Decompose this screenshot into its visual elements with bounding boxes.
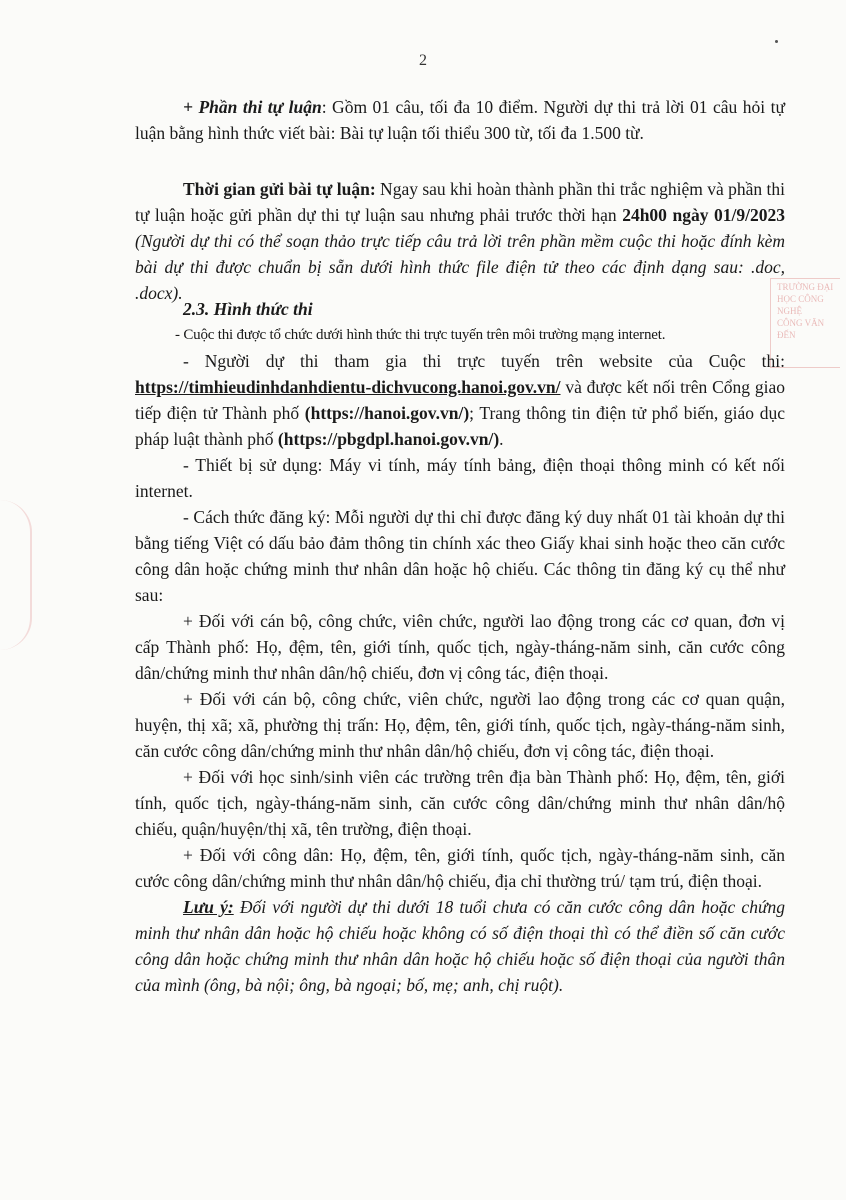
website-text-2: và được kết nối trên Cổng giao tiếp điện tử Thành phố xyxy=(135,377,785,423)
submission-time-lead: Thời gian gửi bài tự luận: xyxy=(183,179,376,199)
paragraph-website xyxy=(135,348,785,452)
scan-speck xyxy=(775,40,778,43)
essay-part-text: : Gồm 01 câu, tối đa 10 điểm. Người dự thi trả lời 01 câu hỏi tự luận bằng hình thức viết bài: Bài tự luận tối thiểu 300 từ, tối đa 1.500 từ. xyxy=(135,97,785,143)
submission-time-text: Ngay sau khi hoàn thành phần thi trắc nghiệm và phần thi tự luận hoặc gửi phần dự thi tự luận sau nhưng phải trước thời hạn xyxy=(135,179,785,225)
contest-website-link[interactable]: https://timhieudinhdanhdientu-dichvucong.hanoi.gov.vn/ xyxy=(135,377,561,397)
paragraph-district-officials: + Đối với cán bộ, công chức, viên chức, người lao động trong các cơ quan quận, huyện, thị xã; xã, phường thị trấn: Họ, đệm, tên, giới tính, quốc tịch, ngày-tháng-năm sinh, căn cước công dân/chứng minh thư nhân dân/hộ chiếu, đơn vị công tác, điện thoại. xyxy=(135,689,785,761)
section-heading: 2.3. Hình thức thi xyxy=(183,299,313,319)
note-label: Lưu ý: xyxy=(183,897,234,917)
submission-time-section xyxy=(135,176,785,306)
website-text-3: ; Trang thông tin điện tử phổ biến, giáo dục pháp luật thành phố xyxy=(135,403,786,449)
city-portal-link[interactable]: (https://hanoi.gov.vn/) xyxy=(304,403,470,423)
essay-section xyxy=(135,94,785,146)
stamp-edge-mark xyxy=(0,500,32,650)
essay-part-lead: + Phần thi tự luận xyxy=(183,97,322,117)
paragraph-citizens: + Đối với công dân: Họ, đệm, tên, giới tính, quốc tịch, ngày-tháng-năm sinh, căn cước công dân/chứng minh thư nhân dân/hộ chiếu, địa chỉ thường trú/ tạm trú, điện thoại. xyxy=(135,845,785,891)
paragraph-note xyxy=(135,894,785,998)
page-number: 2 xyxy=(419,52,427,69)
paragraph-online-format: - Cuộc thi được tổ chức dưới hình thức thi trực tuyến trên môi trường mạng internet. xyxy=(175,327,666,343)
exam-format-section xyxy=(135,296,785,998)
stamp-line-1: TRƯỜNG ĐẠI HỌC CÔNG NGHỆ xyxy=(777,282,834,316)
website-text-1: - Người dự thi tham gia thi trực tuyến trên website của Cuộc thi: xyxy=(183,351,785,371)
submission-deadline: 24h00 ngày 01/9/2023 xyxy=(622,205,785,225)
paragraph-students: + Đối với học sinh/sinh viên các trường trên địa bàn Thành phố: Họ, đệm, tên, giới tính, quốc tịch, ngày-tháng-năm sinh, căn cước công dân/chứng minh thư nhân dân/hộ chiếu, quận/huyện/thị xã, tên trường, điện thoại. xyxy=(135,767,785,839)
pbgdpl-link[interactable]: (https://pbgdpl.hanoi.gov.vn/) xyxy=(277,429,500,449)
submission-note: (Người dự thi có thể soạn thảo trực tiếp câu trả lời trên phần mềm cuộc thi hoặc đính kèm bài dự thi được chuẩn bị sẵn dưới hình thức file điện tử theo các định dạng sau: .doc, .docx). xyxy=(135,231,785,303)
paragraph-devices: - Thiết bị sử dụng: Máy vi tính, máy tính bảng, điện thoại thông minh có kết nối internet. xyxy=(135,455,785,501)
note-text: Đối với người dự thi dưới 18 tuổi chưa có căn cước công dân hoặc chứng minh thư nhân dân hoặc hộ chiếu hoặc không có số điện thoại thì có thể điền số căn cước công dân hoặc chứng minh thư nhân dân hoặc hộ chiếu hoặc số điện thoại của người thân của mình (ông, bà nội; ông, bà ngoại; bố, mẹ; anh, chị ruột). xyxy=(135,897,785,995)
website-text-4: . xyxy=(499,429,504,449)
paragraph-city-officials: + Đối với cán bộ, công chức, viên chức, người lao động trong các cơ quan, đơn vị cấp Thành phố: Họ, đệm, tên, giới tính, quốc tịch, ngày-tháng-năm sinh, căn cước công dân/chứng minh thư nhân dân/hộ chiếu, đơn vị công tác, điện thoại. xyxy=(135,611,785,683)
paragraph-essay-part xyxy=(135,94,785,146)
paragraph-submission-time xyxy=(135,176,785,306)
paragraph-registration: - Cách thức đăng ký: Mỗi người dự thi chỉ được đăng ký duy nhất 01 tài khoản dự thi bằng tiếng Việt có dấu bảo đảm thông tin chính xác theo Giấy khai sinh hoặc theo căn cước công dân hoặc chứng minh thư nhân dân hoặc hộ chiếu. Các thông tin đăng ký cụ thể như sau: xyxy=(135,507,785,605)
stamp-line-2: CÔNG VĂN ĐẾN xyxy=(777,318,825,340)
